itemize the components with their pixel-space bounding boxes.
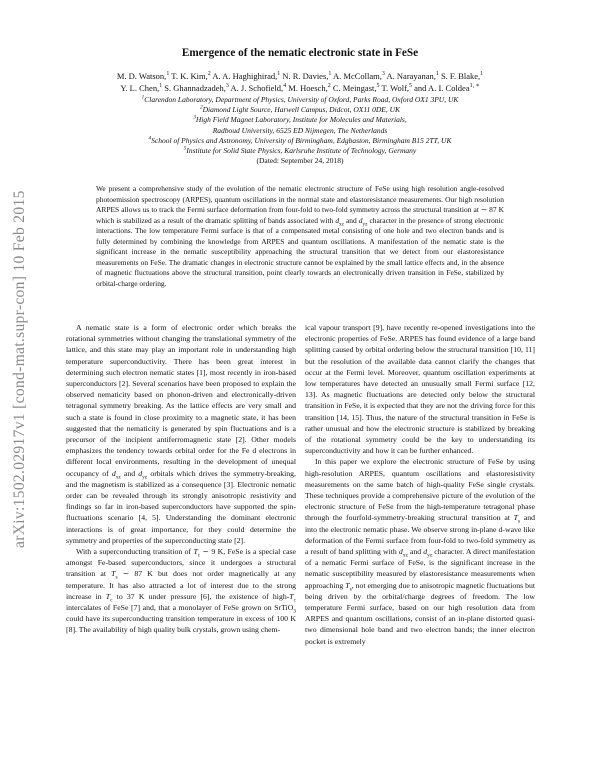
abstract-text: character in the presence of strong electronic interactions. The low temperature Fermi surface is that of a compensated metal consisting of one hole and two electron bands and is fully determined by combining the knowledge from ARPES and quantum oscillations. A manifestation of the nematic state is the significant increase in the nematic susceptibility approaching the structural transition that we detect from our elastoresistance measurements on FeSe. The dramatic changes in electronic structure cannot be explained by the small lattice effects and, in the absence of magnetic fluctuations above the structural transition, point clearly towards an electronically driven transition in FeSe, stabilized by orbital-charge ordering. [96,215,504,288]
author-name: T. K. Kim, [171,71,208,81]
affiliation-number: 1 [141,94,145,101]
orbital-subscript: yz [427,552,433,559]
affiliation-text: Diamond Light Source, Harwell Campus, Didcot, OX11 0DE, UK [202,105,401,115]
author [171,71,210,81]
paragraph: In this paper we explore the electronic structure of FeSe by using high-resolution ARPES, quantum oscillations and elastoresistivity measurements on the same batch of high-quality FeSe single crystals. These techniques provide a comprehensive picture of the evolution of the electronic structure of FeSe from the high-temperature tetragonal phase through the fourfold-symmetry-breaking structural transition at $T_s$ and into the electronic nematic phase. We observe strong in-plane d-wave like deformation of the Fermi surface from four-fold to two-fold symmetry as a result of band splitting with $d_{xz}$ and $d_{yz}$ character. A direct manifestation of a nematic Fermi surface of FeSe, is the significant increase in the nematic susceptibility measured by elastoresistance measurements when approaching $T_s$, not emerging due to anisotropic magnetic fluctuations but being driven by the orbital/charge degrees of freedom. The low temperature Fermi surface, based on our high resolution data from ARPES and quantum oscillations, consist of an in-plane distorted quasi-two dimensional hole band and two electron bands; the inner electron pocket is extremely [305,457,535,646]
paragraph-text: and [120,468,139,478]
affiliation-number: 5 [183,145,187,152]
author [120,83,162,93]
author [282,71,331,81]
paragraph-text: character. A direct manifestation of a nematic Fermi surface of FeSe, is the significant increase in the nematic susceptibility measured by elastoresistance measurements when approaching [305,547,535,590]
affiliation-text: Radboud University, 6525 ED Nijmegen, The Netherlands [212,125,388,135]
author-name: M. D. Watson, [116,71,167,81]
author-affiliation-mark: 3 [225,83,229,90]
author [333,83,380,93]
author-name: T. Wolf, [381,83,410,93]
author-affiliation-mark: 1 [328,71,332,78]
affiliation [66,95,534,105]
author [381,83,412,93]
author-name: N. R. Davies, [282,71,329,81]
affiliation [66,136,534,146]
temperature-subscript: c [197,552,201,559]
affiliation-list [66,95,534,156]
temperature-subscript: s [349,586,352,593]
author [164,83,229,93]
author [387,71,439,81]
paragraph-text: could have its superconducting transition temperature in excess of 100 K [8]. The availability of high quality bulk crystals, grown using chem- [66,614,296,635]
orbital-subscript: yz [142,474,148,481]
affiliation-text: School of Physics and Astronomy, University of Birmingham, Edgbaston, Birmingham B15 2TT, UK [151,135,452,145]
author-name: Y. L. Chen, [120,83,160,93]
paragraph-text: With a superconducting transition of [76,547,194,557]
orbital-subscript: xz [115,474,121,481]
temperature-subscript: c [110,597,113,604]
temperature-subscript: s [517,519,521,525]
arxiv-identifier[interactable]: arXiv:1502.02917v1 [cond-mat.supr-con] 10 Feb 2015 [11,190,28,548]
affiliation-number: 2 [199,104,203,111]
orbital-subscript: xz [339,220,344,227]
author-affiliation-mark: 1 [159,83,163,90]
paragraph-text: intercalates of FeSe [7] and, that a monolayer of FeSe grown on SrTiO [66,603,294,613]
author-name: M. Hoesch, [288,83,328,93]
author-name: and A. I. Coldea [414,83,470,93]
author [117,71,169,81]
affiliation-text: High Field Magnet Laboratory, Institute for Molecules and Materials, [195,115,407,125]
paragraph: A nematic state is a form of electronic order which breaks the rotational symmetries without changing the translational symmetry of the lattice, and this state may play an important role in understanding high temperature superconductivity. There has been great interest in determining such electron nematic states [1], most recently in iron-based superconductors [2]. Several scenarios have been proposed to explain the observed nematicity based on phonon-driven and electronically-driven tetragonal symmetry breaking. As the lattice effects are very small and such a state is found in close proximity to a magnetic state, it has been suggested that the nematicity is generated by spin fluctuations and is a precursor of the incipient antiferromagnetic state [2]. Other models emphasizes the tendency towards orbital order for the Fe d electrons in different local environments, resulting in the development of unequal occupancy of $d_{xz}$ and $d_{yz}$ orbitals which drives the symmetry-breaking, and the magnetism is stabilized as a consequence [3]. Electronic nematic order can be revealed through its strongly anisotropic resistivity and findings so far in iron-based superconductors have supported the spin-fluctuations scenario [4, 5]. Understanding the dominant electronic interactions is of great importance, for they could determine the symmetry and properties of the superconducting state [2]. [66,323,296,545]
affiliation [66,115,534,125]
paper-title: Emergence of the nematic electronic state in FeSe [181,47,419,59]
author-affiliation-mark: 2 [207,71,211,78]
author-list [66,70,534,94]
body-column-left [66,322,296,636]
author-name: S. Ghannadzadeh, [164,83,226,93]
abstract: We present a comprehensive study of the evolution of the nematic electronic structure of FeSe using high resolution angle-resolved photoemission spectroscopy (ARPES), quantum oscillations in the normal state and elastoresistance measurements. Our high resolution ARPES allows us to track the Fermi surface deformation from four-fold to two-fold symmetry across the structural transition at ∼ 87 K which is stabilized as a result of the dramatic splitting of bands associated with $d_{xz}$ and $d_{yz}$ character in the presence of strong electronic interactions. The low temperature Fermi surface is that of a compensated metal consisting of one hole and two electron bands and is fully determined by combining the knowledge from ARPES and quantum oscillations. A manifestation of the nematic state is the significant increase in the nematic susceptibility approaching the structural transition that we detect from our elastoresistance measurements on FeSe. The dramatic changes in electronic structure cannot be explained by the small lattice effects and, in the absence of magnetic fluctuations above the structural transition, point clearly towards an electronically driven transition in FeSe, stabilized by orbital-charge ordering. [96,184,504,288]
orbital-subscript: xz [402,552,408,559]
temperature-subscript: c [293,597,296,604]
affiliation-text: Clarendon Laboratory, Department of Physics, University of Oxford, Parks Road, Oxford OX1 3PU, UK [144,95,459,104]
author-affiliation-mark: 2 [327,83,331,90]
author [288,83,330,93]
author-affiliation-mark: 1 [277,71,281,78]
author-name: A. McCollam, [333,71,382,81]
author-affiliation-mark: 1 [480,71,484,78]
affiliation [66,105,534,115]
affiliation [66,146,534,156]
affiliation [66,126,534,136]
affiliation-text: Institute for Solid State Physics, Karlsruhe Institute of Technology, Germany [186,146,417,156]
paragraph-text: and [407,547,424,557]
author-affiliation-mark: 1 [166,71,170,78]
author-name: A. Narayanan, [386,71,436,81]
temperature-subscript: s [115,575,118,582]
author-affiliation-mark: 3 [381,71,385,78]
affiliation-number: 3 [193,114,196,121]
author-name: S. F. Blake, [440,71,481,81]
author-affiliation-mark: 1, ∗ [469,83,480,90]
author-affiliation-mark: 5 [376,83,380,90]
paragraph-text: to 37 K under pressure [6], the existence of high- [112,591,290,601]
author-name: A. A. Haghighirad, [212,71,278,81]
paper-date: (Dated: September 24, 2018) [256,156,344,166]
author-name: C. Meingast, [332,83,377,93]
author [414,83,479,93]
paragraph-text: ∼ 9 K, FeSe is a special case amongst Fe-based superconductors, since it undergoes a structural transition at [66,547,296,579]
author [333,71,385,81]
author-affiliation-mark: 4 [283,83,287,90]
author-affiliation-mark: 1 [435,71,439,78]
paragraph: With a superconducting transition of $T_c$ ∼ 9 K, FeSe is a special case amongst Fe-based superconductors, since it undergoes a structural transition at $T_s$ ∼ 87 K but does not order magnetically at any temperature. It has also attracted a lot of interest due to the strong increase in $T_c$ to 37 K under pressure [6], the existence of high-$T_c$ intercalates of FeSe [7] and, that a monolayer of FeSe grown on SrTiO$_3$ could have its superconducting transition temperature in excess of 100 K [8]. The availability of high quality bulk crystals, grown using chem- [66,547,296,635]
author-affiliation-mark: 5 [409,83,412,90]
paragraph [305,322,535,456]
abstract-text: We present a comprehensive study of the evolution of the nematic electronic structure of FeSe using high resolution angle-resolved photoemission spectroscopy (ARPES), quantum oscillations in the normal state and elastoresistance measurements. Our high resolution ARPES allows us to track the Fermi surface deformation from four-fold to two-fold symmetry across the structural transition at ∼ 87 K which is stabilized as a result of the dramatic splitting of bands associated with [96,184,504,225]
orbital-subscript: yz [362,220,368,227]
paragraph-text: In this paper we explore the electronic structure of FeSe by using high-resolution ARPES, quantum oscillations and elastoresistivity measurements on the same batch of high-quality FeSe single crystals. These techniques provide a comprehensive picture of the evolution of the electronic structure of FeSe from the high-temperature tetragonal phase through the fourfold-symmetry-breaking structural transition at [305,457,535,523]
paragraph-text: ical vapour transport [9], have recently re-opened investigations into the electronic properties of FeSe. ARPES has found evidence of a large band splitting caused by orbital ordering below the structural transition [10, 11] but the resolution of the available data cannot clarify the changes that occur at the Fermi level. Moreover, quantum oscillation experiments at low temperatures have detected an unusually small Fermi surface [12, 13]. As magnetic fluctuations are detected only below the structural transition in FeSe, it is expected that they are not the driving force for this transition [14, 15]. Thus, the nature of the structural transition in FeSe is rather unusual and how the electronic structure is stabilized by breaking of the rotational symmetry could be the key to understanding its superconductivity and how it can be further enhanced. [305,323,535,456]
author [231,83,287,93]
author [212,71,280,81]
paragraph-text: , not emerging due to anisotropic magnetic fluctuations but being driven by the orbital/charge degrees of freedom. The low temperature Fermi surface, based on our high resolution data from ARPES and quantum oscillations, consist of an in-plane distorted quasi-two dimensional hole band and two electron bands; the inner electron pocket is extremely [305,580,535,646]
affiliation-number: 4 [148,135,152,142]
paragraph-text: ∼ 87 K but does not order magnetically at any temperature. It has also attracted a lot of interest due to the strong increase in [66,569,296,601]
abstract-text: and [343,215,359,225]
paragraph-text: orbitals which drives the symmetry-breaking, and the magnetism is stabilized as a consequence [3]. Electronic nematic order can be revealed through its strongly anisotropic resistivity and findings so far in iron-based superconductors have supported the spin-fluctuations scenario [4, 5]. Understanding the dominant electronic interactions is of great importance, for they could determine the symmetry and properties of the superconducting state [2]. [66,468,296,545]
paragraph-text: and into the electronic nematic phase. We observe strong in-plane d-wave like deformation of the Fermi surface from four-fold to two-fold symmetry as a result of band splitting with [305,513,535,557]
chemical-subscript: 3 [293,608,296,615]
paragraph-text: A nematic state is a form of electronic order which breaks the rotational symmetries without changing the translational symmetry of the lattice, and this state may play an important role in understanding high temperature superconductivity. There has been great interest in determining such electron nematic states [1], most recently in iron-based superconductors [2]. Several scenarios have been proposed to explain the observed nematicity based on phonon-driven and electronically-driven tetragonal symmetry breaking. As the lattice effects are very small and such a state is found in close proximity to a magnetic state, it has been suggested that the nematicity is generated by spin fluctuations and is a precursor of the incipient antiferromagnetic state [2]. Other models emphasizes the tendency towards orbital order for the Fe d electrons in different local environments, resulting in the development of unequal occupancy of [66,323,296,478]
author-name: A. J. Schofield, [230,83,284,93]
paper-header [66,46,534,166]
author [441,71,483,81]
body-column-right [305,322,535,647]
